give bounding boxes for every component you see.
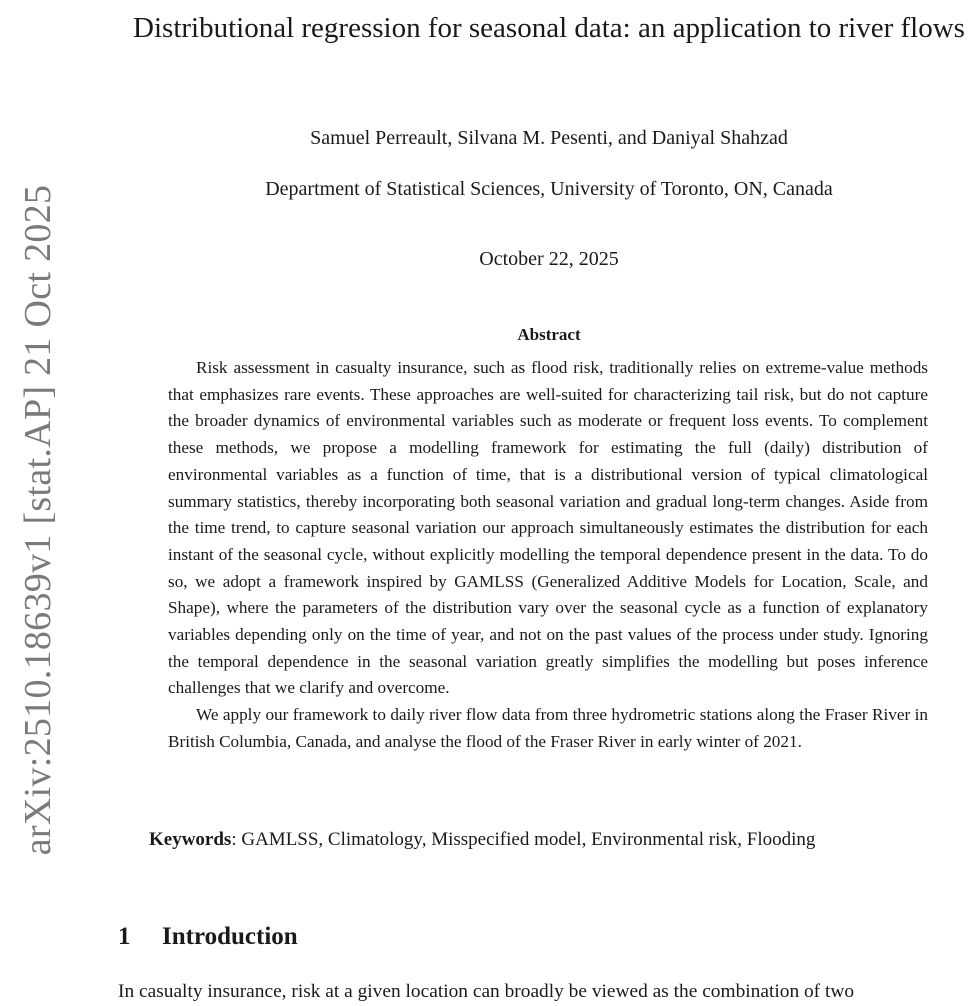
author-affiliation: Department of Statistical Sciences, University of Toronto, ON, Canada <box>265 178 833 200</box>
arxiv-identifier-stamp: arXiv:2510.18639v1 [stat.AP] 21 Oct 2025 <box>17 184 59 856</box>
introduction-first-line: In casualty insurance, risk at a given location can broadly be viewed as the combination of two <box>118 981 855 1002</box>
section-number: 1 <box>118 923 131 950</box>
publication-date: October 22, 2025 <box>479 248 619 270</box>
keywords-text: : GAMLSS, Climatology, Misspecified model, Environmental risk, Flooding <box>231 829 816 850</box>
abstract-paragraph: Risk assessment in casualty insurance, such as flood risk, traditionally relies on extreme-value methods that emphasizes rare events. These approaches are well-suited for characterizing tail risk, but do not capture the broader dynamics of environmental variables such as moderate or frequent loss events. To complement these methods, we propose a modelling framework for estimating the full (daily) distribution of environmental variables as a function of time, that is a distributional version of typical climatological summary statistics, thereby incorporating both seasonal variation and gradual long-term changes. Aside from the time trend, to capture seasonal variation our approach simultaneously estimates the distribution for each instant of the seasonal cycle, without explicitly modelling the temporal dependence present in the data. To do so, we adopt a framework inspired by GAMLSS (Generalized Additive Models for Location, Scale, and Shape), where the parameters of the distribution vary over the seasonal cycle as a function of explanatory variables depending only on the time of year, and not on the past values of the process under study. Ignoring the temporal dependence in the seasonal variation greatly simplifies the modelling but poses inference challenges that we clarify and overcome. <box>168 358 928 698</box>
paper-title: Distributional regression for seasonal data: an application to river flows <box>133 12 965 44</box>
abstract-paragraph: We apply our framework to daily river flow data from three hydrometric stations along the Fraser River in British Columbia, Canada, and analyse the flood of the Fraser River in early winter of 2021. <box>168 705 928 751</box>
keywords-label: Keywords <box>149 829 232 850</box>
keywords-line <box>149 826 949 854</box>
author-list: Samuel Perreault, Silvana M. Pesenti, and Daniyal Shahzad <box>310 127 788 149</box>
section-heading <box>118 920 298 954</box>
abstract-body <box>168 355 928 756</box>
section-title: Introduction <box>162 923 298 950</box>
abstract-heading: Abstract <box>517 325 581 344</box>
